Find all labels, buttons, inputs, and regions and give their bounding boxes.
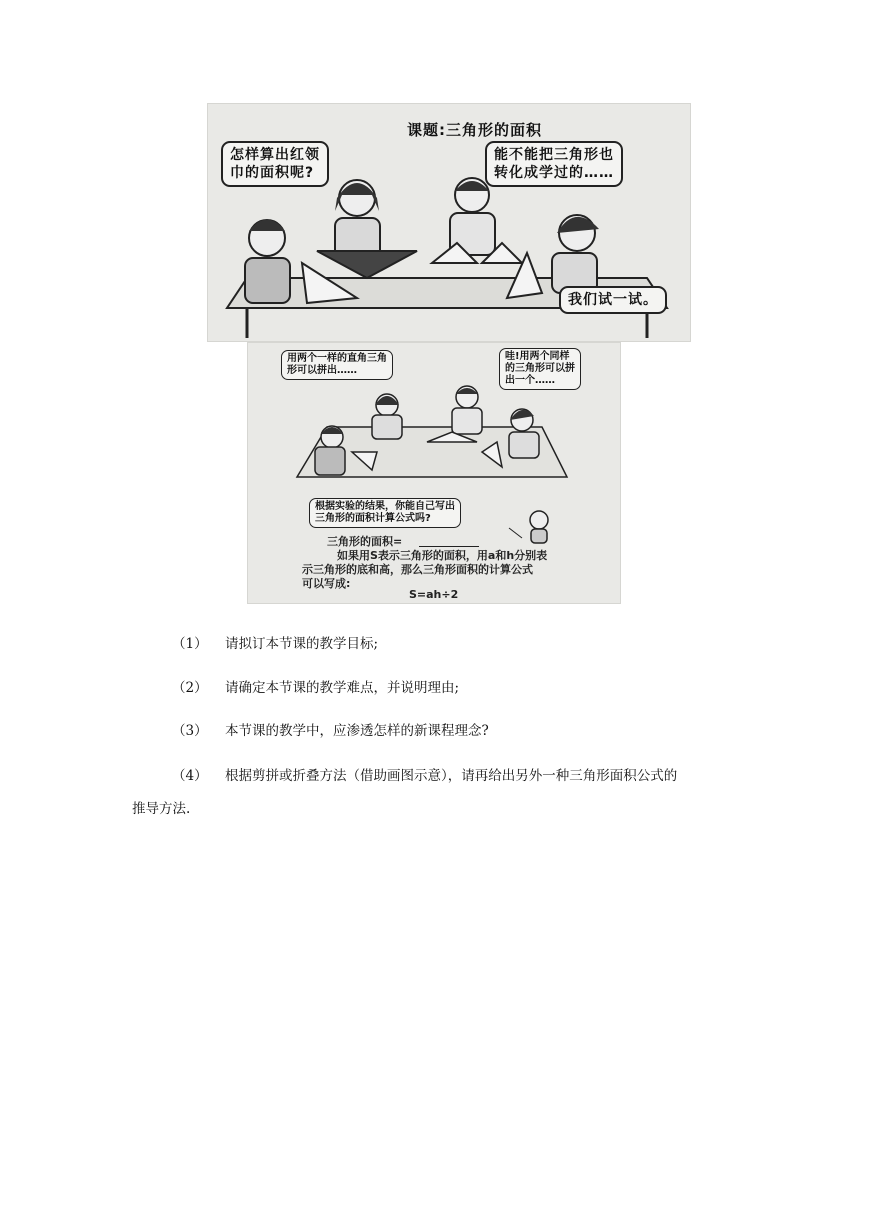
question-number: （4） bbox=[172, 768, 208, 784]
speech-bubble-bottom: 我们试一试。 bbox=[559, 286, 667, 314]
question-text: 请拟订本节课的教学目标; bbox=[225, 636, 379, 652]
lesson-illustration-top bbox=[207, 103, 691, 342]
question-text: 根据剪拼或折叠方法（借助画图示意），请再给出另外一种三角形面积公式的 bbox=[225, 768, 678, 784]
formula-explanation: 如果用S表示三角形的面积，用a和h分别表 示三角形的底和高，那么三角形面积的计算公式 可以写成: bbox=[302, 549, 548, 590]
question-number: （1） bbox=[172, 636, 208, 652]
hint-bubble: 根据实验的结果，你能自己写出 三角形的面积计算公式吗? bbox=[309, 498, 461, 528]
area-formula: S=ah÷2 bbox=[409, 588, 459, 601]
question-4 bbox=[0, 764, 869, 784]
lesson-illustration-bottom bbox=[247, 342, 621, 604]
question-text: 请确定本节课的教学难点，并说明理由; bbox=[225, 680, 460, 696]
question-text: 本节课的教学中，应渗透怎样的新课程理念? bbox=[225, 723, 489, 739]
formula-blank: 三角形的面积= bbox=[327, 535, 403, 548]
question-number: （3） bbox=[172, 723, 208, 739]
formula-blank-line bbox=[419, 546, 479, 547]
question-2 bbox=[0, 676, 869, 696]
question-1 bbox=[0, 632, 869, 652]
question-3 bbox=[0, 719, 869, 739]
speech-bubble-right-small: 哇!用两个同样 的三角形可以拼 出一个…… bbox=[499, 348, 581, 390]
question-number: （2） bbox=[172, 680, 208, 696]
question-4-continuation: 推导方法. bbox=[132, 801, 191, 817]
speech-bubble-left: 怎样算出红领 巾的面积呢? bbox=[221, 141, 329, 187]
illustration-title: 课题:三角形的面积 bbox=[407, 121, 542, 139]
speech-bubble-left-small: 用两个一样的直角三角 形可以拼出…… bbox=[281, 350, 393, 380]
speech-bubble-right: 能不能把三角形也 转化成学过的…… bbox=[485, 141, 623, 187]
